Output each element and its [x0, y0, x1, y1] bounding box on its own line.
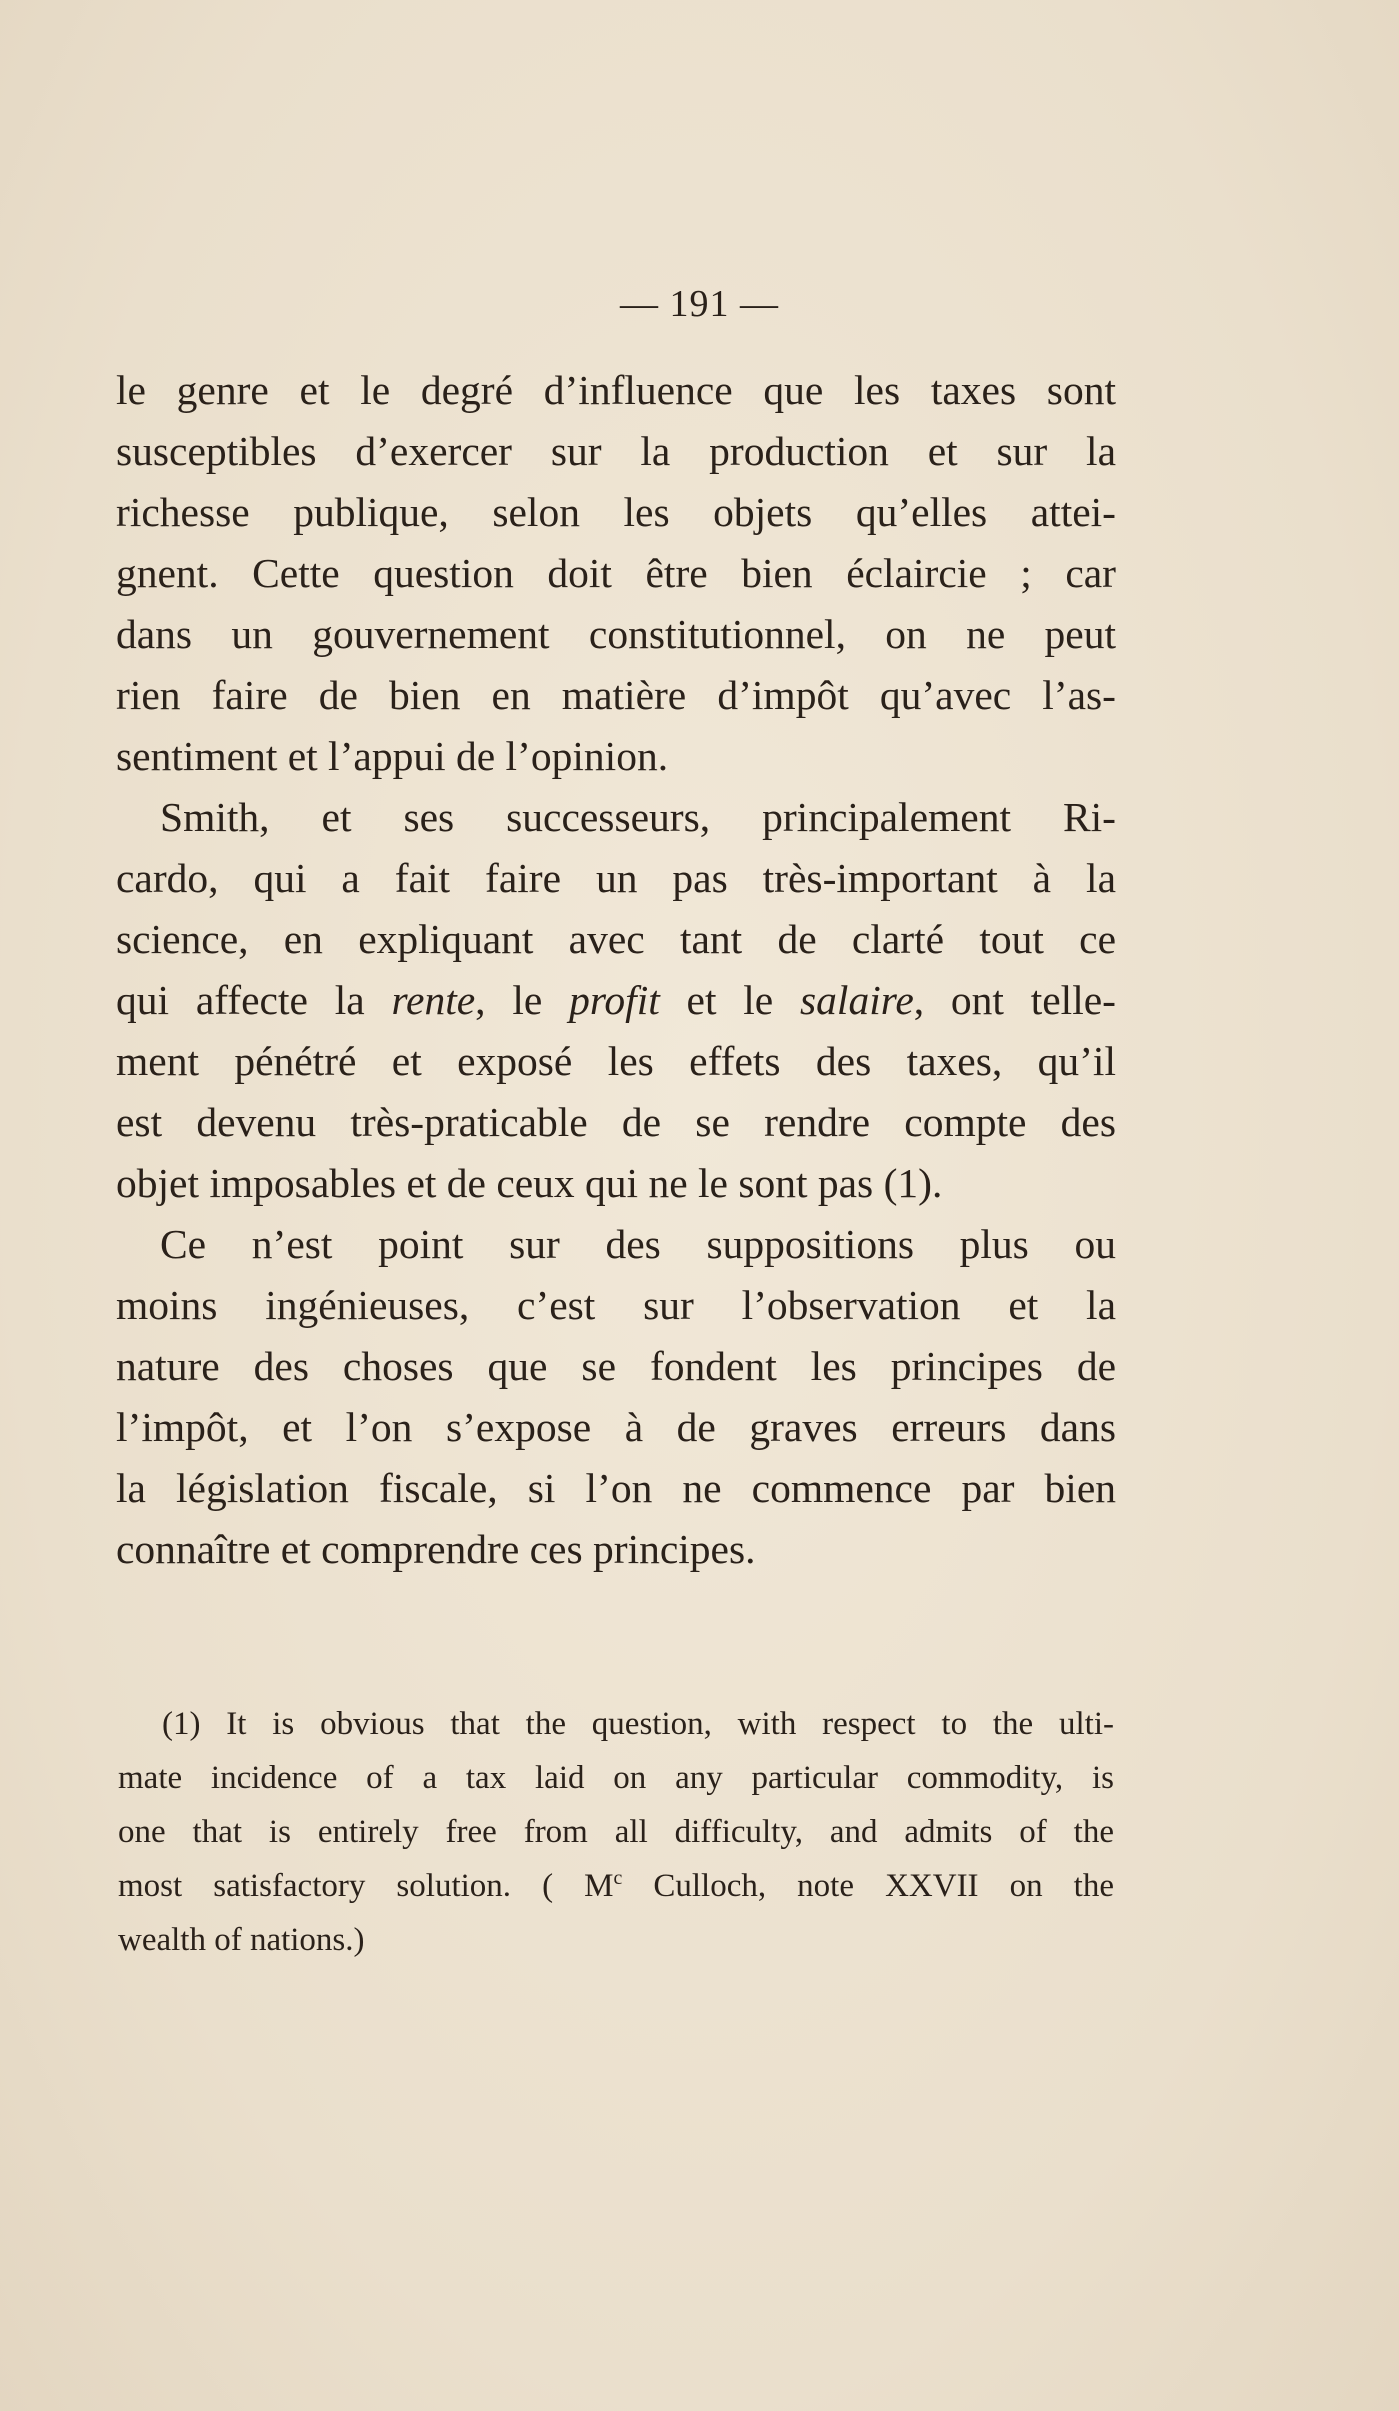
text-line: science, en expliquant avec tant de clarté tout ce	[116, 916, 1116, 962]
text-line: objet imposables et de ceux qui ne le sont pas (1).	[116, 1160, 943, 1206]
italic-term-rente: rente	[391, 977, 476, 1023]
footnote-line: (1) It is obvious that the question, with respect to the ulti-	[162, 1706, 1114, 1742]
text-line: Ce n’est point sur des suppositions plus ou	[160, 1221, 1116, 1267]
text-line: la législation fiscale, si l’on ne commence par bien	[116, 1465, 1116, 1511]
text-line: le genre et le degré d’influence que les taxes sont	[116, 367, 1116, 413]
text-line: cardo, qui a fait faire un pas très-important à la	[116, 855, 1116, 901]
text-line: sentiment et l’appui de l’opinion.	[116, 733, 669, 779]
text-fragment: Culloch, note XXVII on the	[622, 1868, 1115, 1904]
text-line: richesse publique, selon les objets qu’elles attei-	[116, 489, 1116, 535]
text-line: susceptibles d’exercer sur la production et sur la	[116, 428, 1116, 474]
text-fragment: et le	[659, 977, 801, 1023]
text-line: rien faire de bien en matière d’impôt qu’avec l’as-	[116, 672, 1116, 718]
text-line: moins ingénieuses, c’est sur l’observation et la	[116, 1282, 1116, 1328]
footnote-line: one that is entirely free from all difficulty, and admits of the	[118, 1814, 1114, 1850]
text-line: connaître et comprendre ces principes.	[116, 1526, 756, 1572]
superscript: c	[613, 1867, 623, 1889]
footnote-line: mate incidence of a tax laid on any particular commodity, is	[118, 1760, 1114, 1796]
italic-term-salaire: salaire	[800, 977, 914, 1023]
footnote-line	[118, 1859, 1114, 1913]
paragraph-2	[116, 787, 1116, 1214]
paragraph-3	[116, 1214, 1116, 1580]
text-line: l’impôt, et l’on s’expose à de graves erreurs dans	[116, 1404, 1116, 1450]
text-line: gnent. Cette question doit être bien éclaircie ; car	[116, 550, 1116, 596]
italic-term-profit: profit	[569, 977, 660, 1023]
text-fragment: most satisfactory solution. ( M	[118, 1868, 614, 1904]
paragraph-1	[116, 360, 1116, 787]
text-line-with-italics	[116, 970, 1116, 1031]
footnote	[118, 1697, 1114, 1967]
text-fragment: , ont telle-	[913, 977, 1116, 1023]
main-text	[116, 360, 1116, 1580]
text-line: dans un gouvernement constitutionnel, on ne peut	[116, 611, 1116, 657]
text-fragment: qui affecte la	[116, 977, 392, 1023]
page-number: — 191 —	[620, 283, 779, 325]
text-line: Smith, et ses successeurs, principalement Ri-	[160, 794, 1116, 840]
footnote-line: wealth of nations.)	[118, 1922, 365, 1958]
text-fragment: , le	[475, 977, 570, 1023]
text-line: est devenu très-praticable de se rendre compte des	[116, 1099, 1116, 1145]
text-line: ment pénétré et exposé les effets des taxes, qu’il	[116, 1038, 1116, 1084]
text-line: nature des choses que se fondent les principes de	[116, 1343, 1116, 1389]
